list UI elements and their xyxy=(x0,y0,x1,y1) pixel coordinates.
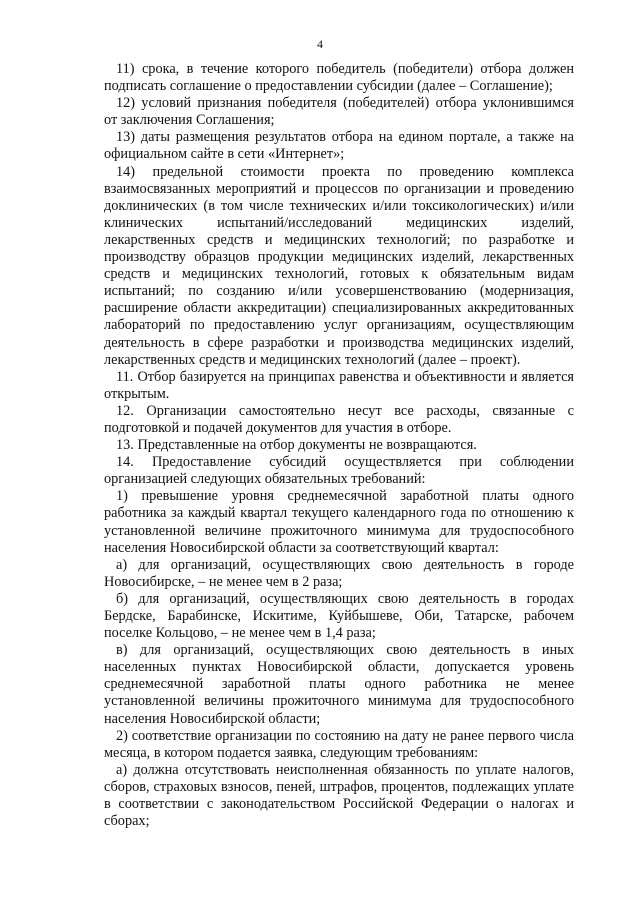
paragraph-clause-12: 12. Организации самостоятельно несут все расходы, связанные с подготовкой и подачей документов для участия в отборе. xyxy=(104,402,574,436)
paragraph-requirement-2: 2) соответствие организации по состоянию на дату не ранее первого числа месяца, в котором подается заявка, следующим требованиям: xyxy=(104,727,574,761)
page-number: 4 xyxy=(317,37,323,51)
paragraph-subitem-a-2: а) должна отсутствовать неисполненная обязанность по уплате налогов, сборов, страховых взносов, пеней, штрафов, процентов, подлежащих уплате в соответствии с законодательством Российской Федерации о налогах и сборах; xyxy=(104,761,574,830)
paragraph-item-14: 14) предельной стоимости проекта по проведению комплекса взаимосвязанных мероприятий и процессов по организации и проведению доклинических (в том числе технических и/или токсикологических) и/или клинических испытаний/исследований медицинских изделий, лекарственных средств и медицинских технологий; по разработке и производству образцов продукции медицинских изделий, лекарственных средств и медицинских технологий, готовых к обязательным видам испытаний; по созданию и/или усовершенствованию (модернизация, расширение области аккредитации) специализированных аккредитованных лабораторий по предоставлению услуг организациям, осуществляющим деятельность в сфере разработки и производства медицинских изделий, лекарственных средств и медицинских технологий (далее – проект). xyxy=(104,163,574,368)
paragraph-clause-14: 14. Предоставление субсидий осуществляется при соблюдении организацией следующих обязательных требований: xyxy=(104,454,574,488)
paragraph-subitem-b: б) для организаций, осуществляющих свою деятельность в городах Бердске, Барабинске, Искитиме, Куйбышеве, Оби, Татарске, рабочем поселке Кольцово, – не менее чем в 1,4 раза; xyxy=(104,590,574,642)
paragraph-subitem-v: в) для организаций, осуществляющих свою деятельность в иных населенных пунктах Новосибирской области, допускается уровень среднемесячной заработной платы одного работника не менее установленной величины прожиточного минимума для трудоспособного населения Новосибирской области; xyxy=(104,642,574,727)
paragraph-clause-13: 13. Представленные на отбор документы не возвращаются. xyxy=(116,437,477,454)
paragraph-item-11: 11) срока, в течение которого победитель (победители) отбора должен подписать соглашение о предоставлении субсидии (далее – Соглашение); xyxy=(104,61,574,95)
paragraph-clause-11: 11. Отбор базируется на принципах равенства и объективности и является открытым. xyxy=(104,368,574,402)
paragraph-subitem-a: а) для организаций, осуществляющих свою деятельность в городе Новосибирске, – не менее чем в 2 раза; xyxy=(104,556,574,590)
paragraph-item-13: 13) даты размещения результатов отбора на едином портале, а также на официальном сайте в сети «Интернет»; xyxy=(104,129,574,163)
paragraph-requirement-1: 1) превышение уровня среднемесячной заработной платы одного работника за каждый квартал текущего календарного года по отношению к установленной величине прожиточного минимума для трудоспособного населения Новосибирской области за соответствующий квартал: xyxy=(104,488,574,556)
paragraph-item-12: 12) условий признания победителя (победителей) отбора уклонившимся от заключения Соглашения; xyxy=(104,95,574,129)
document-body xyxy=(104,61,574,830)
